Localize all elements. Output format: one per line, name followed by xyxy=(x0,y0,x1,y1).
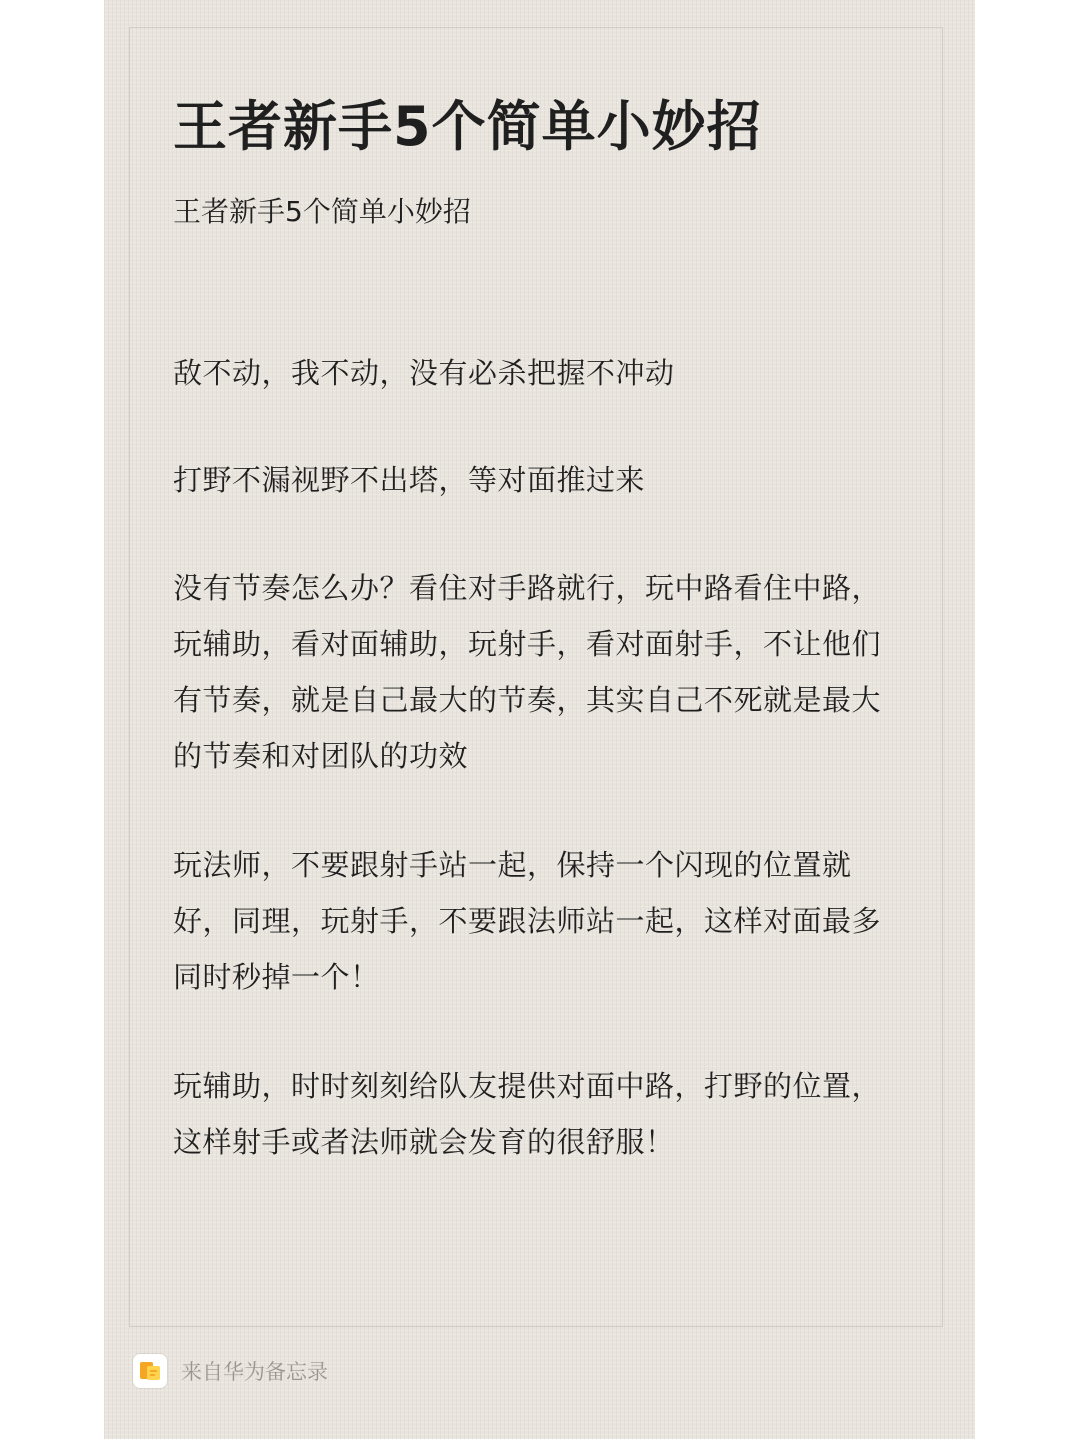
note-paragraph-1: 敌不动，我不动，没有必杀把握不冲动 xyxy=(173,356,675,390)
notepad-app-icon xyxy=(133,1354,167,1388)
note-subtitle: 王者新手5个简单小妙招 xyxy=(173,195,471,228)
note-paragraph-5: 玩辅助，时时刻刻给队友提供对面中路，打野的位置，这样射手或者法师就会发育的很舒服！ xyxy=(173,1069,882,1159)
notepad-icon xyxy=(138,1359,162,1383)
source-footer xyxy=(133,1352,328,1390)
note-page xyxy=(104,0,975,1439)
note-title: 王者新手5个简单小妙招 xyxy=(173,95,762,158)
source-label: 来自华为备忘录 xyxy=(181,1360,328,1384)
note-paragraph-4: 玩法师，不要跟射手站一起，保持一个闪现的位置就好，同理，玩射手，不要跟法师站一起，这样对面最多同时秒掉一个！ xyxy=(173,848,882,994)
note-paragraph-2: 打野不漏视野不出塔，等对面推过来 xyxy=(173,463,646,497)
note-paragraph-3: 没有节奏怎么办？看住对手路就行，玩中路看住中路，玩辅助，看对面辅助，玩射手，看对面射手，不让他们有节奏，就是自己最大的节奏，其实自己不死就是最大的节奏和对团队的功效 xyxy=(173,571,882,773)
